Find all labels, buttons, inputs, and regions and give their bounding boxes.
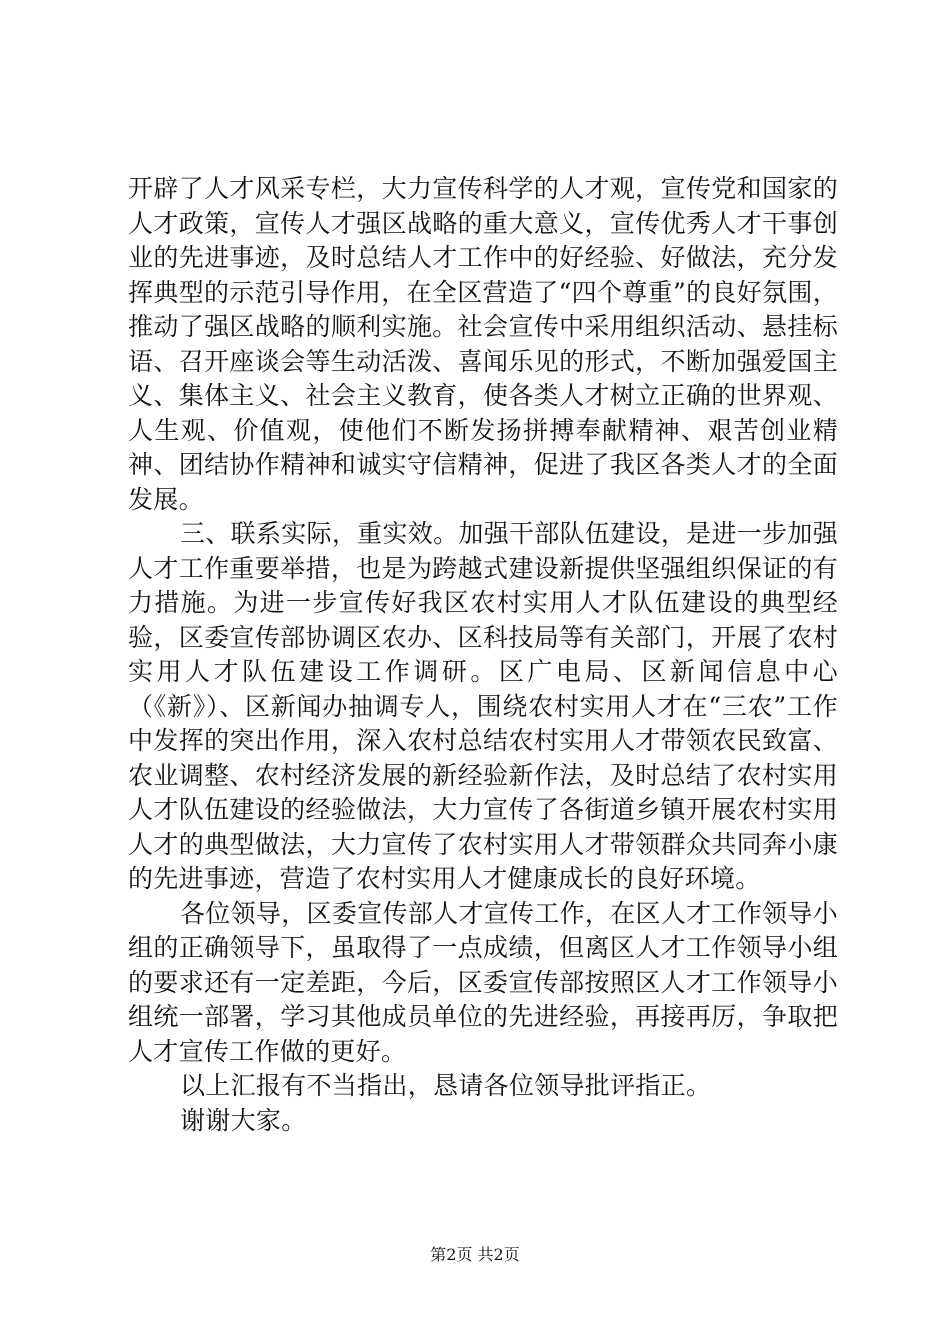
paragraph-talent-column: 开辟了人才风采专栏，大力宣传科学的人才观，宣传党和国家的人才政策，宣传人才强区战略的重大意义，宣传优秀人才干事创业的先进事迹，及时总结人才工作中的好经验、好做法，充分发挥典型的示范引导作用，在全区营造了“四个尊重”的良好氛围，推动了强区战略的顺利实施。社会宣传中采用组织活动、悬挂标语、召开座谈会等生动活泼、喜闻乐见的形式，不断加强爱国主义、集体主义、社会主义教育，使各类人才树立正确的世界观、人生观、价值观，使他们不断发扬拼搏奉献精神、艰苦创业精神、团结协作精神和诚实守信精神，促进了我区各类人才的全面发展。 <box>128 174 838 514</box>
paragraph-thanks: 谢谢大家。 <box>180 1105 307 1135</box>
paragraph-closing-request: 以上汇报有不当指出，恳请各位领导批评指正。 <box>180 1071 712 1100</box>
document-body <box>128 172 838 1138</box>
page-number-footer: 第2页 共2页 <box>430 1245 520 1264</box>
paragraph-section-three: 三、联系实际，重实效。加强干部队伍建设，是进一步加强人才工作重要举措，也是为跨越式建设新提供坚强组织保证的有力措施。为进一步宣传好我区农村实用人才队伍建设的典型经验，区委宣传部协调区农办、区科技局等有关部门，开展了农村实用人才队伍建设工作调研。区广电局、区新闻信息中心（《新》）、区新闻办抽调专人，围绕农村实用人才在“三农”工作中发挥的突出作用，深入农村总结农村实用人才带领农民致富、农业调整、农村经济发展的新经验新作法，及时总结了农村实用人才队伍建设的经验做法，大力宣传了各街道乡镇开展农村实用人才的典型做法，大力宣传了农村实用人才带领群众共同奔小康的先进事迹，营造了农村实用人才健康成长的良好环境。 <box>128 519 838 893</box>
paragraph-leaders-summary: 各位领导，区委宣传部人才宣传工作，在区人才工作领导小组的正确领导下，虽取得了一点成绩，但离区人才工作领导小组的要求还有一定差距，今后，区委宣传部按照区人才工作领导小组统一部署，学习其他成员单位的先进经验，再接再厉，争取把人才宣传工作做的更好。 <box>128 898 838 1066</box>
